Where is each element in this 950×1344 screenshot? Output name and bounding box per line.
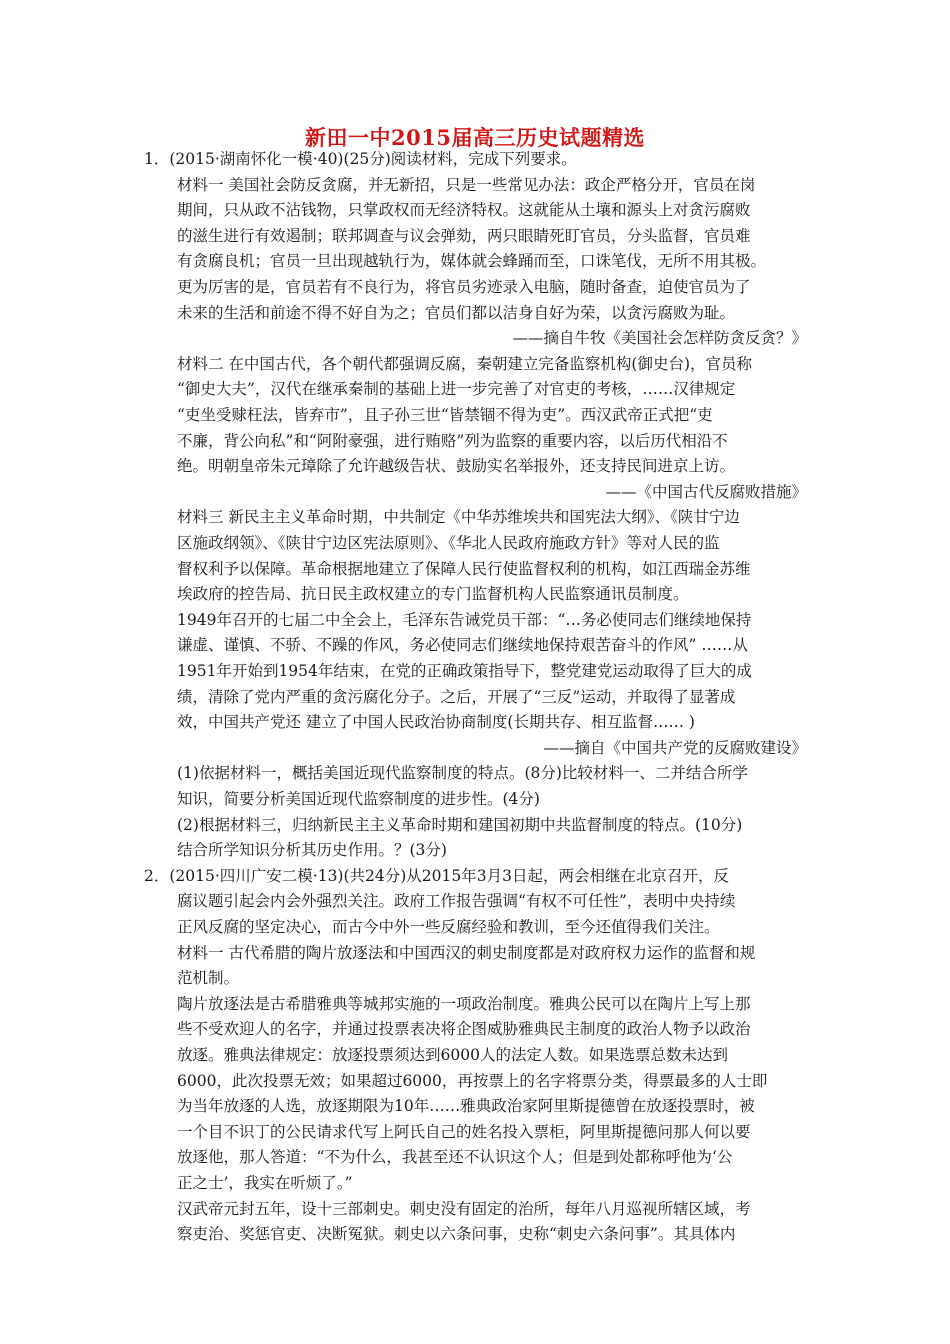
source-citation: ——摘自《中国共产党的反腐败建设》 bbox=[543, 738, 807, 757]
text-line: 埃政府的控告局、抗日民主政权建立的专门监督机构人民监察通讯员制度。 bbox=[177, 585, 689, 604]
text-line: 有贪腐良机；官员一旦出现越轨行为，媒体就会蜂踊而至，口诛笔伐，无所不用其极。 bbox=[177, 252, 767, 271]
text-line: 更为厉害的是，官员若有不良行为，将官员劣迹录入电脑，随时备查，迫使官员为了 bbox=[177, 278, 751, 296]
text-line: 放逐他，那人答道：“不为什么，我甚至还不认识这个人；但是到处都称呼他为‘公 bbox=[177, 1148, 733, 1167]
text-line: 知识，简要分析美国近现代监察制度的进步性。(4分) bbox=[177, 790, 540, 808]
text-line: 结合所学知识分析其历史作用。？(3分) bbox=[177, 841, 447, 860]
text-line: 未来的生活和前途不得不好自为之；官员们都以洁身自好为荣，以贪污腐败为耻。 bbox=[177, 303, 736, 322]
text-line: 陶片放逐法是古希腊雅典等城邦实施的一项政治制度。雅典公民可以在陶片上写上那 bbox=[177, 994, 751, 1013]
text-line: (2)根据材料三，归纳新民主主义革命时期和建国初期中共监督制度的特点。(10分) bbox=[177, 815, 743, 834]
text-line: 效，中国共产党还 建立了中国人民政治协商制度(长期共存、相互监督…… ) bbox=[177, 713, 695, 732]
text-line: 不廉，背公向私”和“阿附豪强，进行贿赂”列为监察的重要内容，以后历代相沿不 bbox=[177, 431, 728, 450]
text-line: 放逐。雅典法律规定：放逐投票须达到6000人的法定人数。如果选票总数未达到 bbox=[177, 1046, 728, 1064]
text-line: 督权利予以保障。革命根据地建立了保障人民行使监督权利的机构，如江西瑞金苏维 bbox=[177, 559, 751, 578]
text-line: “吏坐受赇枉法，皆弃市”，且子孙三世“皆禁锢不得为吏”。西汉武帝正式把“吏 bbox=[177, 406, 713, 424]
text-line: 期间，只从政不沾钱物，只掌政权而无经济特权。这就能从土壤和源头上对贪污腐败 bbox=[177, 201, 751, 220]
document-title: 新田一中2015届高三历史试题精选 bbox=[305, 125, 645, 150]
text-line: 区施政纲领》、《陕甘宁边区宪法原则》、《华北人民政府施政方针》等对人民的监 bbox=[177, 534, 720, 552]
text-line: 1949年召开的七届二中全会上，毛泽东告诫党员干部：“…务必使同志们继续地保持 bbox=[177, 610, 752, 629]
text-line: 6000，此次投票无效；如果超过6000，再按票上的名字将票分类，得票最多的人士即 bbox=[177, 1071, 768, 1090]
text-line: 正风反腐的坚定决心，而古今中外一些反腐经验和教训，至今还值得我们关注。 bbox=[177, 918, 720, 936]
text-line: 腐议题引起会内会外强烈关注。政府工作报告强调“有权不可任性”，表明中央持续 bbox=[177, 892, 736, 911]
text-line: 绝。明朝皇帝朱元璋除了允许越级告状、鼓励实名举报外，还支持民间进京上访。 bbox=[177, 457, 736, 476]
text-line: 些不受欢迎人的名字，并通过投票表决将企图威胁雅典民主制度的政治人物予以政治 bbox=[177, 1020, 751, 1039]
text-line: 汉武帝元封五年，设十三部刺史。刺史没有固定的治所，每年八月巡视所辖区域，考 bbox=[177, 1199, 751, 1218]
text-line: 材料一 古代希腊的陶片放逐法和中国西汉的刺史制度都是对政府权力运作的监督和规 bbox=[177, 943, 756, 962]
source-citation: ——《中国古代反腐败措施》 bbox=[605, 482, 807, 501]
text-line: 察吏治、奖惩官吏、决断冤狱。刺史以六条问事，史称“刺史六条问事”。其具体内 bbox=[177, 1225, 736, 1244]
text-line: 范机制。 bbox=[177, 969, 240, 988]
text-line: 正之士’，我实在听烦了。” bbox=[177, 1174, 353, 1192]
text-line: 1951年开始到1954年结束，在党的正确政策指导下，整党建党运动取得了巨大的成 bbox=[177, 662, 752, 680]
question-heading: 2．(2015·四川广安二模·13)(共24分)从2015年3月3日起，两会相继在北京召开，反 bbox=[144, 866, 729, 885]
text-line: 的滋生进行有效遏制；联邦调查与议会弹劾，两只眼睛死盯官员，分头监督，官员难 bbox=[177, 226, 751, 245]
text-line: 一个目不识丁的公民请求代写上阿氏自己的姓名投入票柜，阿里斯提德问那人何以要 bbox=[177, 1122, 751, 1141]
text-line: (1)依据材料一，概括美国近现代监察制度的特点。(8分)比较材料一、二并结合所学 bbox=[177, 764, 748, 783]
question-heading: 1．(2015·湖南怀化一模·40)(25分)阅读材料，完成下列要求。 bbox=[144, 150, 577, 168]
text-line: 材料二 在中国古代，各个朝代都强调反腐，秦朝建立完备监察机构(御史台)，官员称 bbox=[177, 354, 753, 373]
text-line: “御史大夫”，汉代在继承秦制的基础上进一步完善了对官吏的考核，……汉律规定 bbox=[177, 380, 736, 399]
text-line: 绩，清除了党内严重的贪污腐化分子。之后，开展了“三反”运动，并取得了显著成 bbox=[177, 687, 736, 706]
text-line: 材料一 美国社会防反贪腐，并无新招，只是一些常见办法：政企严格分开，官员在岗 bbox=[177, 175, 756, 194]
text-line: 为当年放逐的人选，放逐期限为10年……雅典政治家阿里斯提德曾在放逐投票时，被 bbox=[177, 1097, 755, 1116]
text-line: 材料三 新民主主义革命时期，中共制定《中华苏维埃共和国宪法大纲》、《陕甘宁边 bbox=[177, 508, 740, 527]
source-citation: ——摘自牛牧《美国社会怎样防贪反贪？》 bbox=[512, 329, 807, 348]
text-line: 谦虚、谨慎、不骄、不躁的作风，务必使同志们继续地保持艰苦奋斗的作风” ……从 bbox=[177, 636, 748, 655]
